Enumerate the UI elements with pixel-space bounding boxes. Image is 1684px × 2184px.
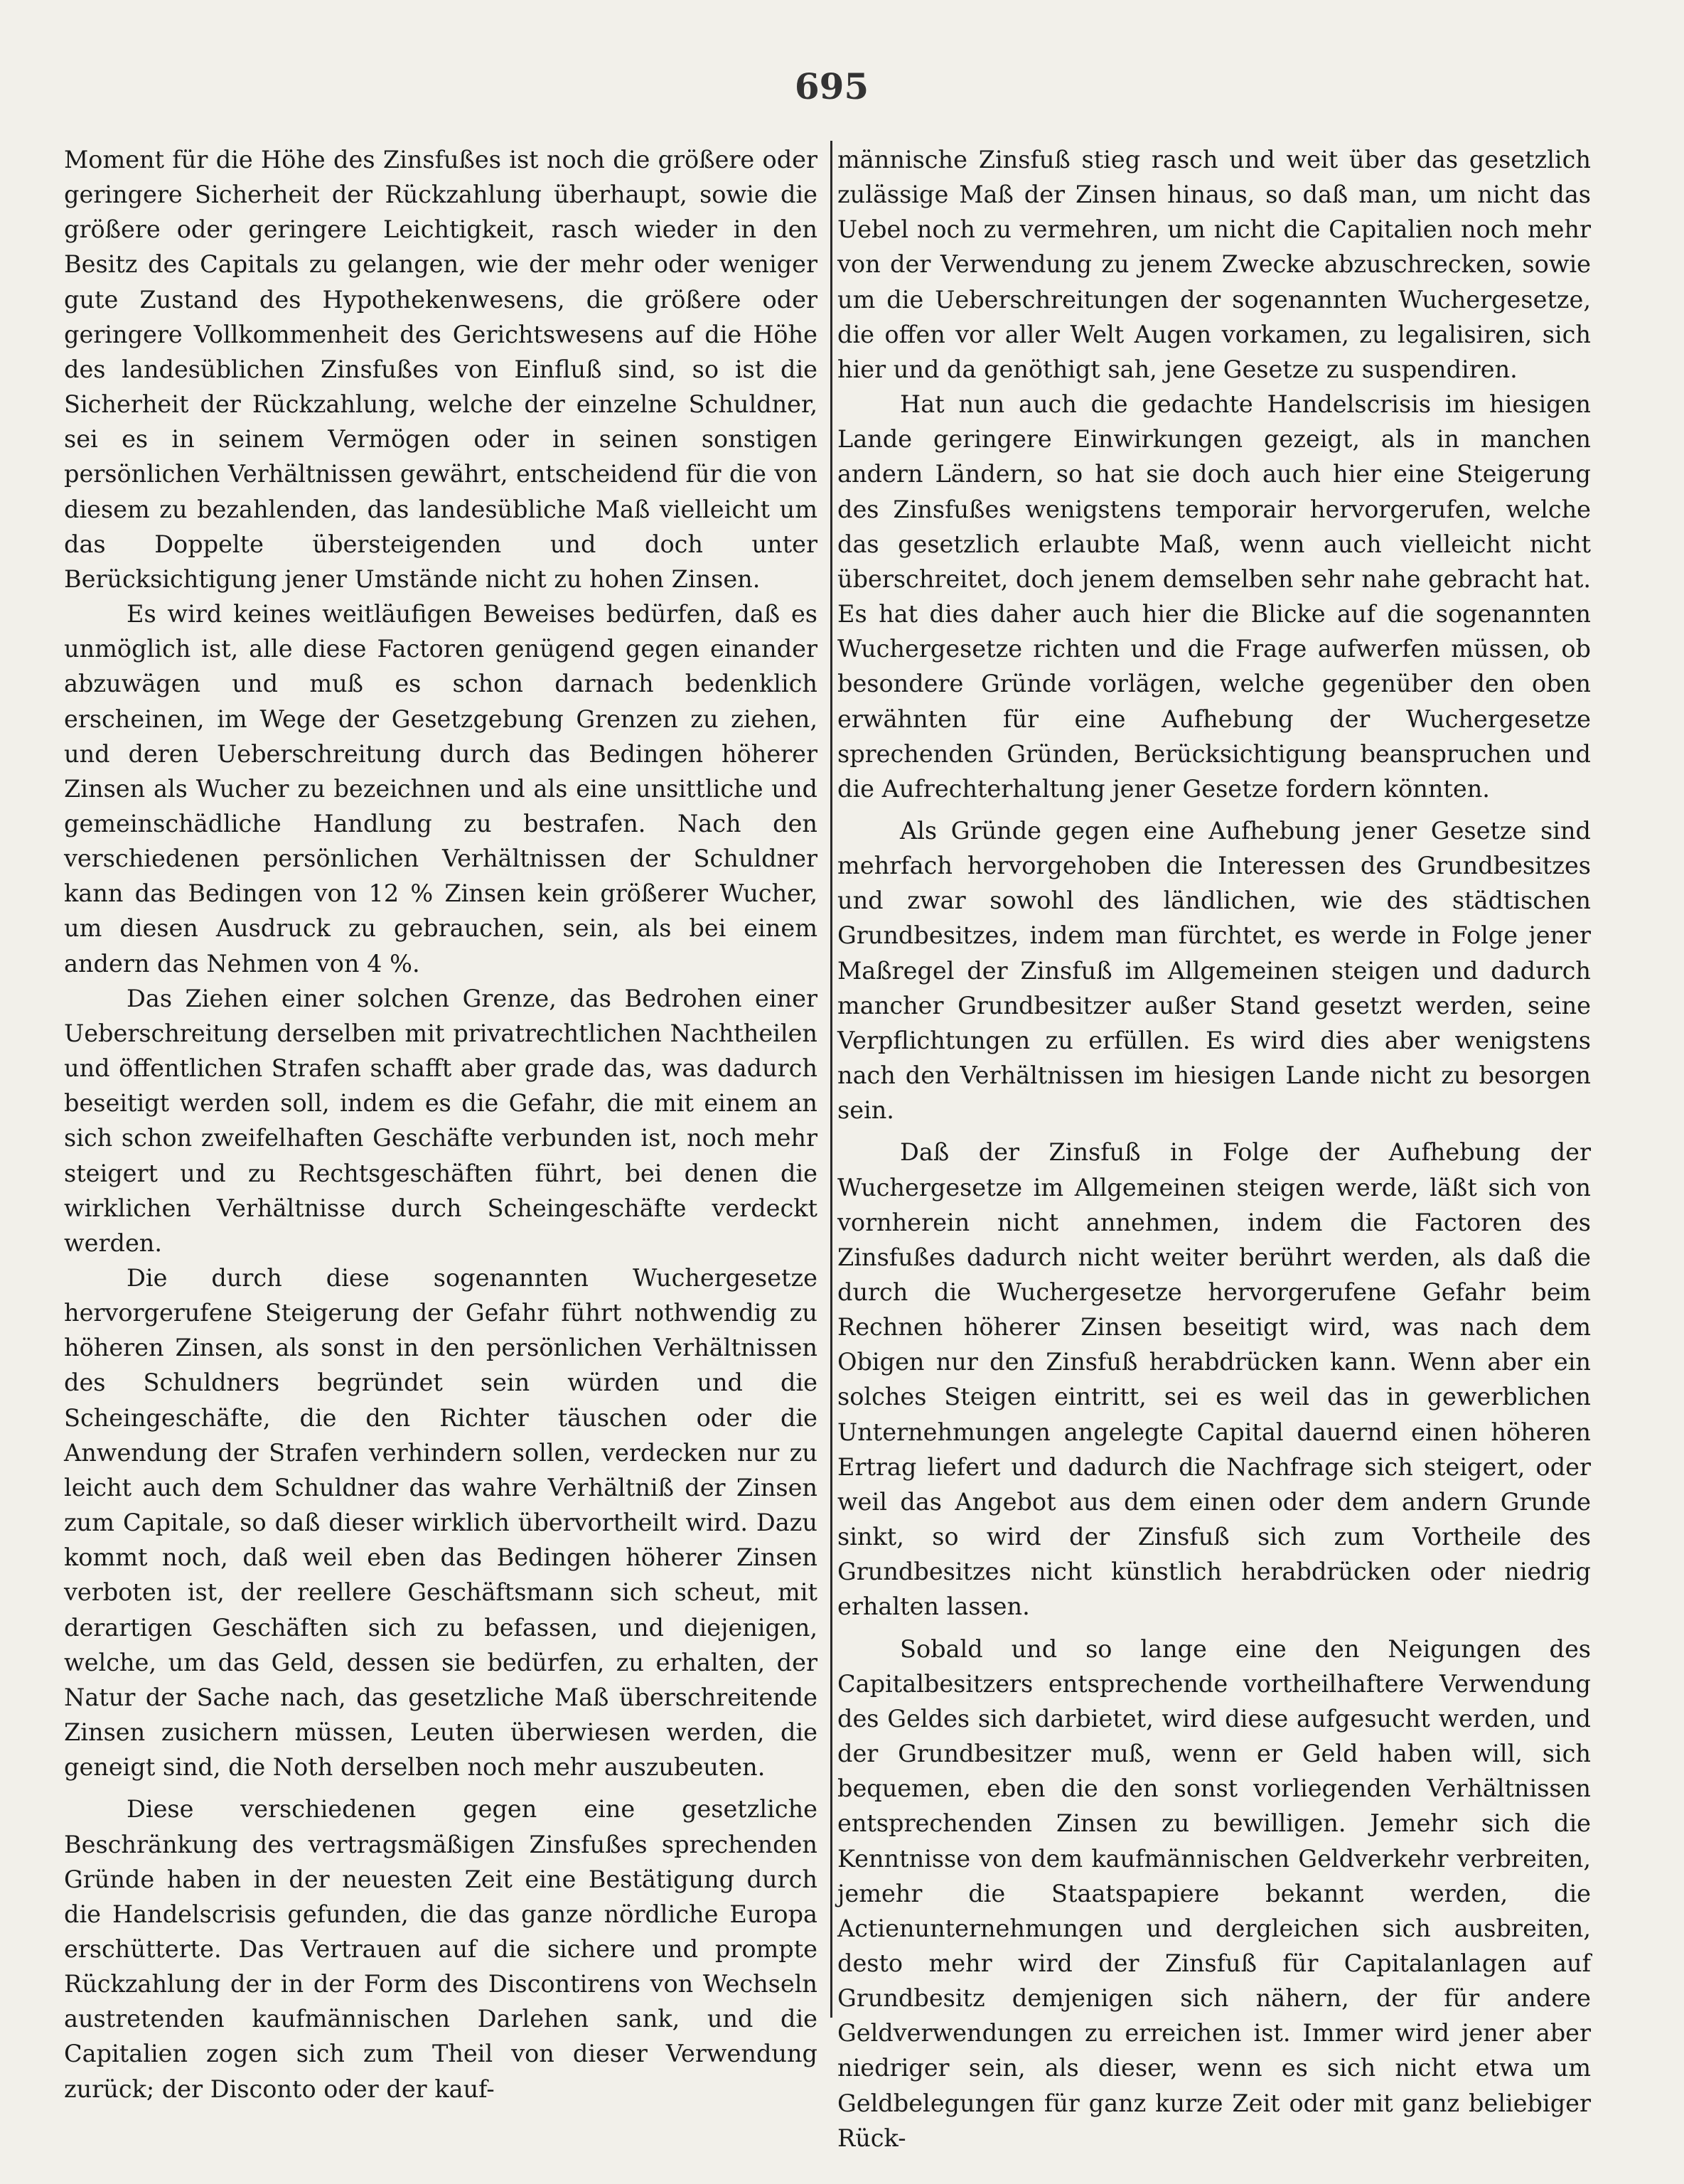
right-column: [837, 142, 1591, 2156]
paragraph: Hat nun auch die gedachte Handelscrisis im hiesigen Lande geringere Einwirkungen gezeigt, als in manchen andern Ländern, so hat sie doch auch hier eine Steigerung des Zinsfußes wenigstens temporair hervorgerufen, welche das gesetzlich erlaubte Maß, wenn auch vielleicht nicht überschreitet, doch jenem demselben sehr nahe gebracht hat. Es hat dies daher auch hier die Blicke auf die sogenannten Wuchergesetze richten und die Frage aufwerfen müssen, ob besondere Gründe vorlägen, welche gegenüber den oben erwähnten für eine Aufhebung der Wuchergesetze sprechenden Gründen, Berücksichtigung beanspruchen und die Aufrechterhaltung jener Gesetze fordern könnten.: [837, 390, 1591, 803]
paragraph: Daß der Zinsfuß in Folge der Aufhebung der Wuchergesetze im Allgemeinen steigen werde, läßt sich von vornherein nicht annehmen, indem die Factoren des Zinsfußes dadurch nicht weiter berührt werden, als daß die durch die Wuchergesetze hervorgerufene Gefahr beim Rechnen höherer Zinsen beseitigt wird, was nach dem Obigen nur den Zinsfuß herabdrücken kann. Wenn aber ein solches Steigen eintritt, sei es weil das in gewerblichen Unternehmungen angelegte Capital dauernd einen höheren Ertrag liefert und dadurch die Nachfrage sich steigert, oder weil das Angebot aus dem einen oder dem andern Grunde sinkt, so wird der Zinsfuß sich zum Vortheile des Grundbesitzes nicht künstlich herabdrücken oder niedrig erhalten lassen.: [837, 1138, 1591, 1621]
paragraph: Die durch diese sogenannten Wuchergesetze hervorgerufene Steigerung der Gefahr führt nothwendig zu höheren Zinsen, als sonst in den persönlichen Verhältnissen des Schuldners begründet sein würden und die Scheingeschäfte, die den Richter täuschen oder die Anwendung der Strafen verhindern sollen, verdecken nur zu leicht auch dem Schuldner das wahre Verhältniß der Zinsen zum Capitale, so daß dieser wirklich übervortheilt wird. Dazu kommt noch, daß weil eben das Bedingen höherer Zinsen verboten ist, der reellere Geschäftsmann sich scheut, mit derartigen Geschäften sich zu befassen, und diejenigen, welche, um das Geld, dessen sie bedürfen, zu erhalten, der Natur der Sache nach, das gesetzliche Maß überschreitende Zinsen zusichern müssen, Leuten überwiesen werden, die geneigt sind, die Noth derselben noch mehr auszubeuten.: [64, 1264, 817, 1782]
paragraph: Als Gründe gegen eine Aufhebung jener Gesetze sind mehrfach hervorgehoben die Interessen des Grundbesitzes und zwar sowohl des ländlichen, wie des städtischen Grundbesitzes, indem man fürchtet, es werde in Folge jener Maßregel der Zinsfuß im Allgemeinen steigen und dadurch mancher Grundbesitzer außer Stand gesetzt werden, seine Verpflichtungen zu erfüllen. Es wird dies aber wenigstens nach den Verhältnissen im hiesigen Lande nicht zu besorgen sein.: [837, 816, 1591, 1125]
left-column: [64, 142, 817, 2107]
column-divider: [830, 141, 832, 2018]
paragraph: Es wird keines weitläufigen Beweises bedürfen, daß es unmöglich ist, alle diese Factoren genügend gegen einander abzuwägen und muß es schon darnach bedenklich erscheinen, im Wege der Gesetzgebung Grenzen zu ziehen, und deren Ueberschreitung durch das Bedingen höherer Zinsen als Wucher zu bezeichnen und als eine unsittliche und gemeinschädliche Handlung zu bestrafen. Nach den verschiedenen persönlichen Verhältnissen der Schuldner kann das Bedingen von 12 % Zinsen kein größerer Wucher, um diesen Ausdruck zu gebrauchen, sein, als bei einem andern das Nehmen von 4 %.: [64, 600, 817, 978]
page-number: 695: [794, 65, 869, 107]
paragraph: Sobald und so lange eine den Neigungen des Capitalbesitzers entsprechende vortheilhaftere Verwendung des Geldes sich darbietet, wird diese aufgesucht werden, und der Grundbesitzer muß, wenn er Geld haben will, sich bequemen, eben die den sonst vorliegenden Verhältnissen entsprechenden Zinsen zu bewilligen. Jemehr sich die Kenntnisse von dem kaufmännischen Geldverkehr verbreiten, jemehr die Staatspapiere bekannt werden, die Actienunternehmungen und dergleichen sich ausbreiten, desto mehr wird der Zinsfuß für Capitalanlagen auf Grundbesitz demjenigen sich nähern, der für andere Geldverwendungen zu erreichen ist. Immer wird jener aber niedriger sein, als dieser, wenn es sich nicht etwa um Geldbelegungen für ganz kurze Zeit oder mit ganz beliebiger Rück-: [837, 1634, 1591, 2152]
paragraph: männische Zinsfuß stieg rasch und weit über das gesetzlich zulässige Maß der Zinsen hinaus, so daß man, um nicht das Uebel noch zu vermehren, um nicht die Capitalien noch mehr von der Verwendung zu jenem Zwecke abzuschrecken, sowie um die Ueberschreitungen der sogenannten Wuchergesetze, die offen vor aller Welt Augen vorkamen, zu legalisiren, sich hier und da genöthigt sah, jene Gesetze zu suspendiren.: [837, 146, 1591, 383]
paragraph: Diese verschiedenen gegen eine gesetzliche Beschränkung des vertragsmäßigen Zinsfußes sprechenden Gründe haben in der neuesten Zeit eine Bestätigung durch die Handelscrisis gefunden, die das ganze nördliche Europa erschütterte. Das Vertrauen auf die sichere und prompte Rückzahlung der in der Form des Discontirens von Wechseln austretenden kaufmännischen Darlehen sank, und die Capitalien zogen sich zum Theil von dieser Verwendung zurück; der Disconto oder der kauf-: [64, 1795, 817, 2103]
paragraph: Moment für die Höhe des Zinsfußes ist noch die größere oder geringere Sicherheit der Rückzahlung überhaupt, sowie die größere oder geringere Leichtigkeit, rasch wieder in den Besitz des Capitals zu gelangen, wie der mehr oder weniger gute Zustand des Hypothekenwesens, die größere oder geringere Vollkommenheit des Gerichtswesens auf die Höhe des landesüblichen Zinsfußes von Einfluß sind, so ist die Sicherheit der Rückzahlung, welche der einzelne Schuldner, sei es in seinem Vermögen oder in seinen sonstigen persönlichen Verhältnissen gewährt, entscheidend für die von diesem zu bezahlenden, das landesübliche Maß vielleicht um das Doppelte übersteigenden und doch unter Berücksichtigung jener Umstände nicht zu hohen Zinsen.: [64, 146, 817, 593]
paragraph: Das Ziehen einer solchen Grenze, das Bedrohen einer Ueberschreitung derselben mit privatrechtlichen Nachtheilen und öffentlichen Strafen schafft aber grade das, was dadurch beseitigt werden soll, indem es die Gefahr, die mit einem an sich schon zweifelhaften Geschäfte verbunden ist, noch mehr steigert und zu Rechtsgeschäften führt, bei denen die wirklichen Verhältnisse durch Scheingeschäfte verdeckt werden.: [64, 984, 817, 1257]
